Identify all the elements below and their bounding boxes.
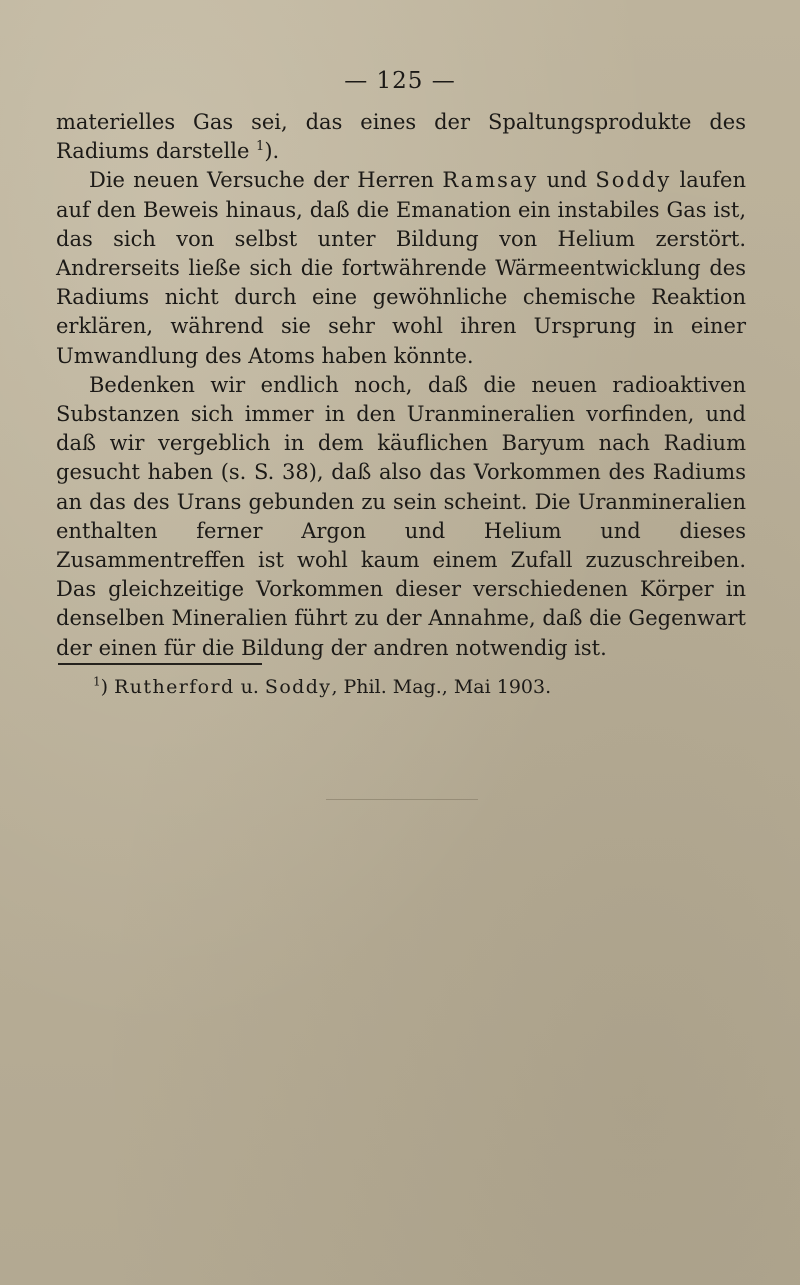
- footnote-author-soddy: Soddy: [264, 676, 332, 698]
- paragraph-2-text-c: laufen auf den Beweis hinaus, daß die Emanation ein instabiles Gas ist, das sich von selbst unter Bildung von Helium zerstört. Andrerseits ließe sich die fortwährende Wärmeentwicklung des Radiums nicht durch eine gewöhnliche chemische Reaktion erklären, während sie sehr wohl ihren Ursprung in einer Umwandlung des Atoms haben könnte.: [56, 168, 746, 368]
- paragraph-2-text-b: und: [538, 168, 596, 193]
- footnote-citation: , Phil. Mag., Mai 1903.: [331, 676, 552, 698]
- footnote-reference[interactable]: 1: [256, 139, 265, 155]
- footnote-marker: 1: [93, 674, 101, 689]
- page-number: — 125 —: [344, 68, 456, 94]
- footnote-author-rutherford: Rutherford: [114, 676, 235, 698]
- footnote-divider: [58, 663, 262, 665]
- footnote-marker-close: ): [100, 676, 115, 698]
- paragraph-2: [56, 166, 746, 370]
- paragraph-3: Bedenken wir endlich noch, daß die neuen radioaktiven Substanzen sich immer in den Uranmineralien vorfinden, und daß wir vergeblich in dem käuflichen Baryum nach Radium gesucht haben (s. S. 38), daß also das Vorkommen des Radiums an das des Urans gebunden zu sein scheint. Die Uranmineralien enthalten ferner Argon und Helium und dieses Zusammentreffen ist wohl kaum einem Zufall zuzuschreiben. Das gleichzeitige Vorkommen dieser verschiedenen Körper in denselben Mineralien führt zu der Annahme, daß die Gegenwart der einen für die Bildung der andren notwendig ist.: [56, 372, 746, 660]
- paragraph-1-text: materielles Gas sei, das eines der Spaltungsprodukte des Radiums darstelle: [56, 110, 746, 164]
- paragraph-1: [56, 108, 746, 166]
- name-soddy: Soddy: [595, 168, 672, 193]
- paragraph-2-text-a: Die neuen Versuche der Herren: [89, 168, 443, 193]
- body-text: [56, 108, 746, 663]
- footnote-joiner: u.: [234, 676, 265, 698]
- name-ramsay: Ramsay: [442, 168, 539, 193]
- footnote: [93, 674, 753, 700]
- decorative-rule: [326, 799, 478, 800]
- paragraph-1-end: ).: [264, 139, 280, 164]
